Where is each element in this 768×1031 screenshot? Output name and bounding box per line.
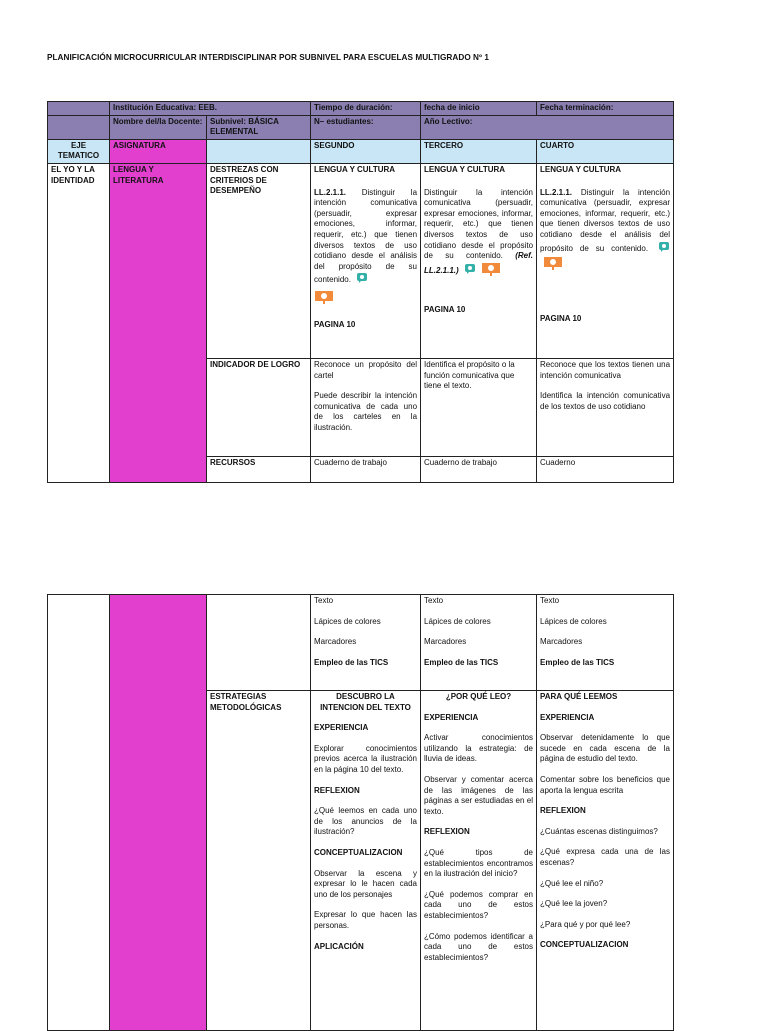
col-segundo-header: SEGUNDO <box>311 139 421 163</box>
asignatura-cell: LENGUA Y LITERATURA <box>110 163 207 482</box>
page-title: PLANIFICACIÓN MICROCURRICULAR INTERDISCIPLINAR POR SUBNIVEL PARA ESCUELAS MULTIGRADO Nº 1 <box>47 53 489 62</box>
recursos-label: RECURSOS <box>207 456 311 482</box>
planning-table-top <box>47 101 674 483</box>
indicador-label: INDICADOR DE LOGRO <box>207 358 311 456</box>
chat-icon[interactable] <box>658 241 670 257</box>
destrezas-segundo: LENGUA Y CULTURA LL.2.1.1. Distinguir la intención comunicativa (persuadir, expresar emociones, informar, requerir, etc.) que tienen diversos textos de uso cotidiano desde el análisis del propósito de su contenido. PAGINA 10 <box>311 163 421 358</box>
eje-cell-cont <box>48 595 110 1031</box>
recursos-cuarto: Cuaderno <box>537 456 674 482</box>
destrezas-cuarto: LENGUA Y CULTURA LL.2.1.1. Distinguir la intención comunicativa (persuadir, expresar emociones, informar, requerir, etc.) que tienen diversos textos de uso cotidiano desde el análisis del propósito de su contenido. PAGINA 10 <box>537 163 674 358</box>
students-label: N– estudiantes: <box>311 115 421 139</box>
start-date-label: fecha de inicio <box>421 102 537 116</box>
col-eje-header: EJE TEMATICO <box>48 139 110 163</box>
institution-label: Institución Educativa: EEB. <box>110 102 311 116</box>
col-cuarto-header: CUARTO <box>537 139 674 163</box>
indicador-cuarto: Reconoce que los textos tienen una intención comunicativa Identifica la intención comunicativa de los textos de uso cotidiano <box>537 358 674 456</box>
sublevel-label: Subnivel: BÁSICA ELEMENTAL <box>207 115 311 139</box>
recursos-segundo: Cuaderno de trabajo <box>311 456 421 482</box>
teacher-label: Nombre del/la Docente: <box>110 115 207 139</box>
recursos-tercero: Cuaderno de trabajo <box>421 456 537 482</box>
chat-icon[interactable] <box>356 272 368 288</box>
asignatura-cell-cont <box>110 595 207 1031</box>
indicador-tercero: Identifica el propósito o la función comunicativa que tiene el texto. <box>421 358 537 456</box>
col-asignatura-header: ASIGNATURA <box>110 139 207 163</box>
estrategias-segundo: DESCUBRO LA INTENCION DEL TEXTO EXPERIENCIA Explorar conocimientos previos acerca la ilustración en la página 10 del texto. REFLEXION ¿Qué leemos en cada uno de los anuncios de la ilustración? CONCEPTUALIZACION Observar la escena y expresar lo le hacen cada uno de los personajes Expresar lo que hacen las personas. APLICACIÓN <box>311 691 421 1031</box>
end-date-label: Fecha terminación: <box>537 102 674 116</box>
estrategias-tercero: ¿POR QUÉ LEO? EXPERIENCIA Activar conocimientos utilizando la estrategia: de lluvia de ideas. Observar y comentar acerca de las imágenes de las páginas a ser estudiadas en el texto. REFLEXION ¿Qué tipos de establecimientos encontramos en la ilustración del inicio? ¿Qué podemos comprar en cada uno de estos establecimientos? ¿Cómo podemos identificar a cada uno de estos establecimientos? <box>421 691 537 1031</box>
header-blank-2 <box>48 115 110 139</box>
presentation-icon[interactable] <box>314 290 334 308</box>
estrategias-label: ESTRATEGIAS METODOLÓGICAS <box>207 691 311 1031</box>
school-year-label: Año Lectivo: <box>421 115 674 139</box>
recursos-list-tercero: Texto Lápices de colores Marcadores Empleo de las TICS <box>421 595 537 691</box>
eje-cell: EL YO Y LA IDENTIDAD <box>48 163 110 482</box>
col-tercero-header: TERCERO <box>421 139 537 163</box>
chat-icon[interactable] <box>464 263 476 279</box>
presentation-icon[interactable] <box>543 256 563 274</box>
col-blank-header <box>207 139 311 163</box>
estrategias-cuarto: PARA QUÉ LEEMOS EXPERIENCIA Observar detenidamente lo que sucede en cada escena de la página de estudio del texto. Comentar sobre los beneficios que aporta la lengua escrita REFLEXION ¿Cuántas escenas distinguimos? ¿Qué expresa cada una de las escenas? ¿Qué lee el niño? ¿Qué lee la joven? ¿Para qué y por qué lee? CONCEPTUALIZACION <box>537 691 674 1031</box>
indicador-segundo: Reconoce un propósito del cartel Puede describir la intención comunicativa de cada uno de los carteles en la ilustración. <box>311 358 421 456</box>
planning-table-bottom <box>47 594 674 1031</box>
recursos-list-cuarto: Texto Lápices de colores Marcadores Empleo de las TICS <box>537 595 674 691</box>
recursos-label-cont <box>207 595 311 691</box>
recursos-list-segundo: Texto Lápices de colores Marcadores Empleo de las TICS <box>311 595 421 691</box>
duration-label: Tiempo de duración: <box>311 102 421 116</box>
presentation-icon[interactable] <box>481 262 501 280</box>
header-blank <box>48 102 110 116</box>
destrezas-label: DESTREZAS CON CRITERIOS DE DESEMPEÑO <box>207 163 311 358</box>
destrezas-tercero: LENGUA Y CULTURA Distinguir la intención comunicativa (persuadir, expresar emociones, informar, requerir, etc.) que tienen diversos textos de uso cotidiano desde el propósito de su contenido. (Ref. LL.2.1.1.) PAGINA 10 <box>421 163 537 358</box>
